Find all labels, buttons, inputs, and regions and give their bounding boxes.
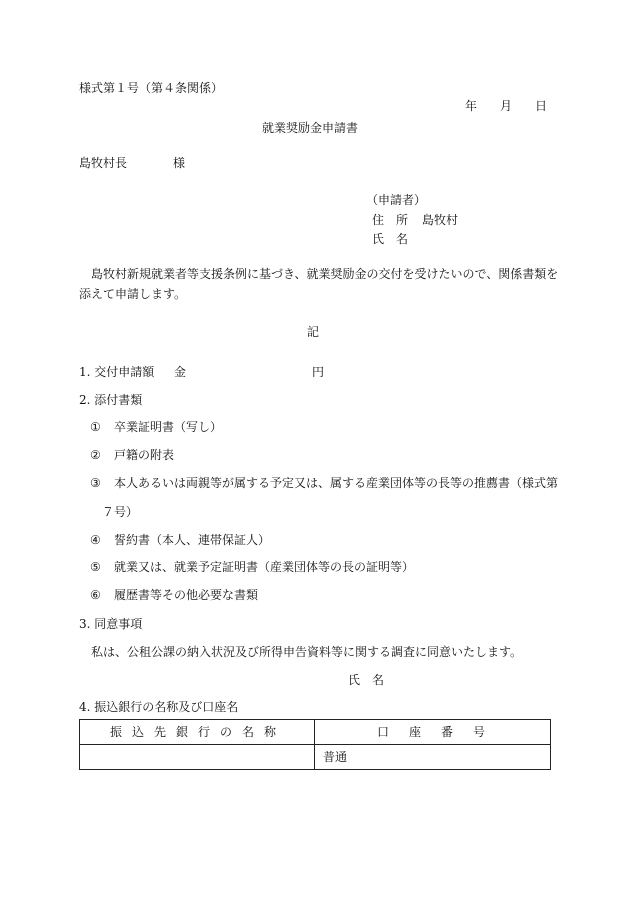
- section1-label: 1. 交付申請額: [79, 365, 155, 379]
- consent-name-label: 氏 名: [348, 673, 385, 687]
- attachment-text-continued: ７号）: [102, 505, 139, 519]
- applicant-address-label: 住 所: [372, 213, 409, 227]
- amount-prefix: 金: [174, 365, 187, 379]
- attachment-num: ③: [90, 476, 101, 490]
- applicant-name-label: 氏 名: [372, 232, 409, 246]
- attachment-num: ⑤: [90, 560, 101, 574]
- addressee-honorific: 様: [173, 156, 186, 170]
- body-line-1: 島牧村新規就業者等支援条例に基づき、就業奨励金の交付を受けたいので、関係書類を: [91, 267, 559, 281]
- account-number-cell[interactable]: [315, 745, 551, 770]
- account-number-header: [315, 720, 551, 745]
- table-row: [80, 745, 551, 770]
- bank-name-cell[interactable]: [80, 745, 315, 770]
- attachment-num: ①: [90, 420, 101, 434]
- section4-label: 4. 振込銀行の名称及び口座名: [79, 700, 239, 714]
- account-number-header-text: 口座番号: [377, 725, 506, 739]
- document-title: 就業奨励金申請書: [262, 121, 359, 135]
- addressee-name: 島牧村長: [79, 156, 128, 170]
- applicant-address-value: 島牧村: [422, 213, 459, 227]
- bank-name-header-text: 振込先銀行の名称: [110, 725, 287, 739]
- attachment-num: ⑥: [90, 588, 101, 602]
- attachment-text: 履歴書等その他必要な書類: [114, 588, 259, 602]
- attachment-text: 誓約書（本人、連帯保証人）: [114, 533, 271, 547]
- date-month-label: 月: [500, 99, 513, 113]
- date-day-label: 日: [535, 99, 548, 113]
- body-line-2: 添えて申請します。: [79, 287, 187, 301]
- section2-label: 2. 添付書類: [79, 393, 143, 407]
- attachment-text: 戸籍の附表: [114, 448, 175, 462]
- attachment-num: ④: [90, 533, 101, 547]
- attachment-text: 卒業証明書（写し）: [114, 420, 223, 434]
- ki-heading: 記: [307, 325, 320, 339]
- amount-unit: 円: [312, 365, 325, 379]
- section3-label: 3. 同意事項: [79, 617, 143, 631]
- attachment-num: ②: [90, 448, 101, 462]
- consent-text: 私は、公租公課の納入状況及び所得申告資料等に関する調査に同意いたします。: [91, 645, 523, 659]
- form-number: 様式第１号（第４条関係）: [79, 81, 224, 95]
- attachment-text: 本人あるいは両親等が属する予定又は、属する産業団体等の長等の推薦書（様式第: [114, 476, 559, 490]
- bank-name-header: [80, 720, 315, 745]
- date-year-label: 年: [465, 99, 478, 113]
- table-row: [80, 720, 551, 745]
- applicant-heading: （申請者）: [366, 193, 427, 207]
- attachment-text: 就業又は、就業予定証明書（産業団体等の長の証明等）: [114, 560, 415, 574]
- account-type: 普通: [323, 750, 348, 764]
- bank-table: [79, 719, 551, 770]
